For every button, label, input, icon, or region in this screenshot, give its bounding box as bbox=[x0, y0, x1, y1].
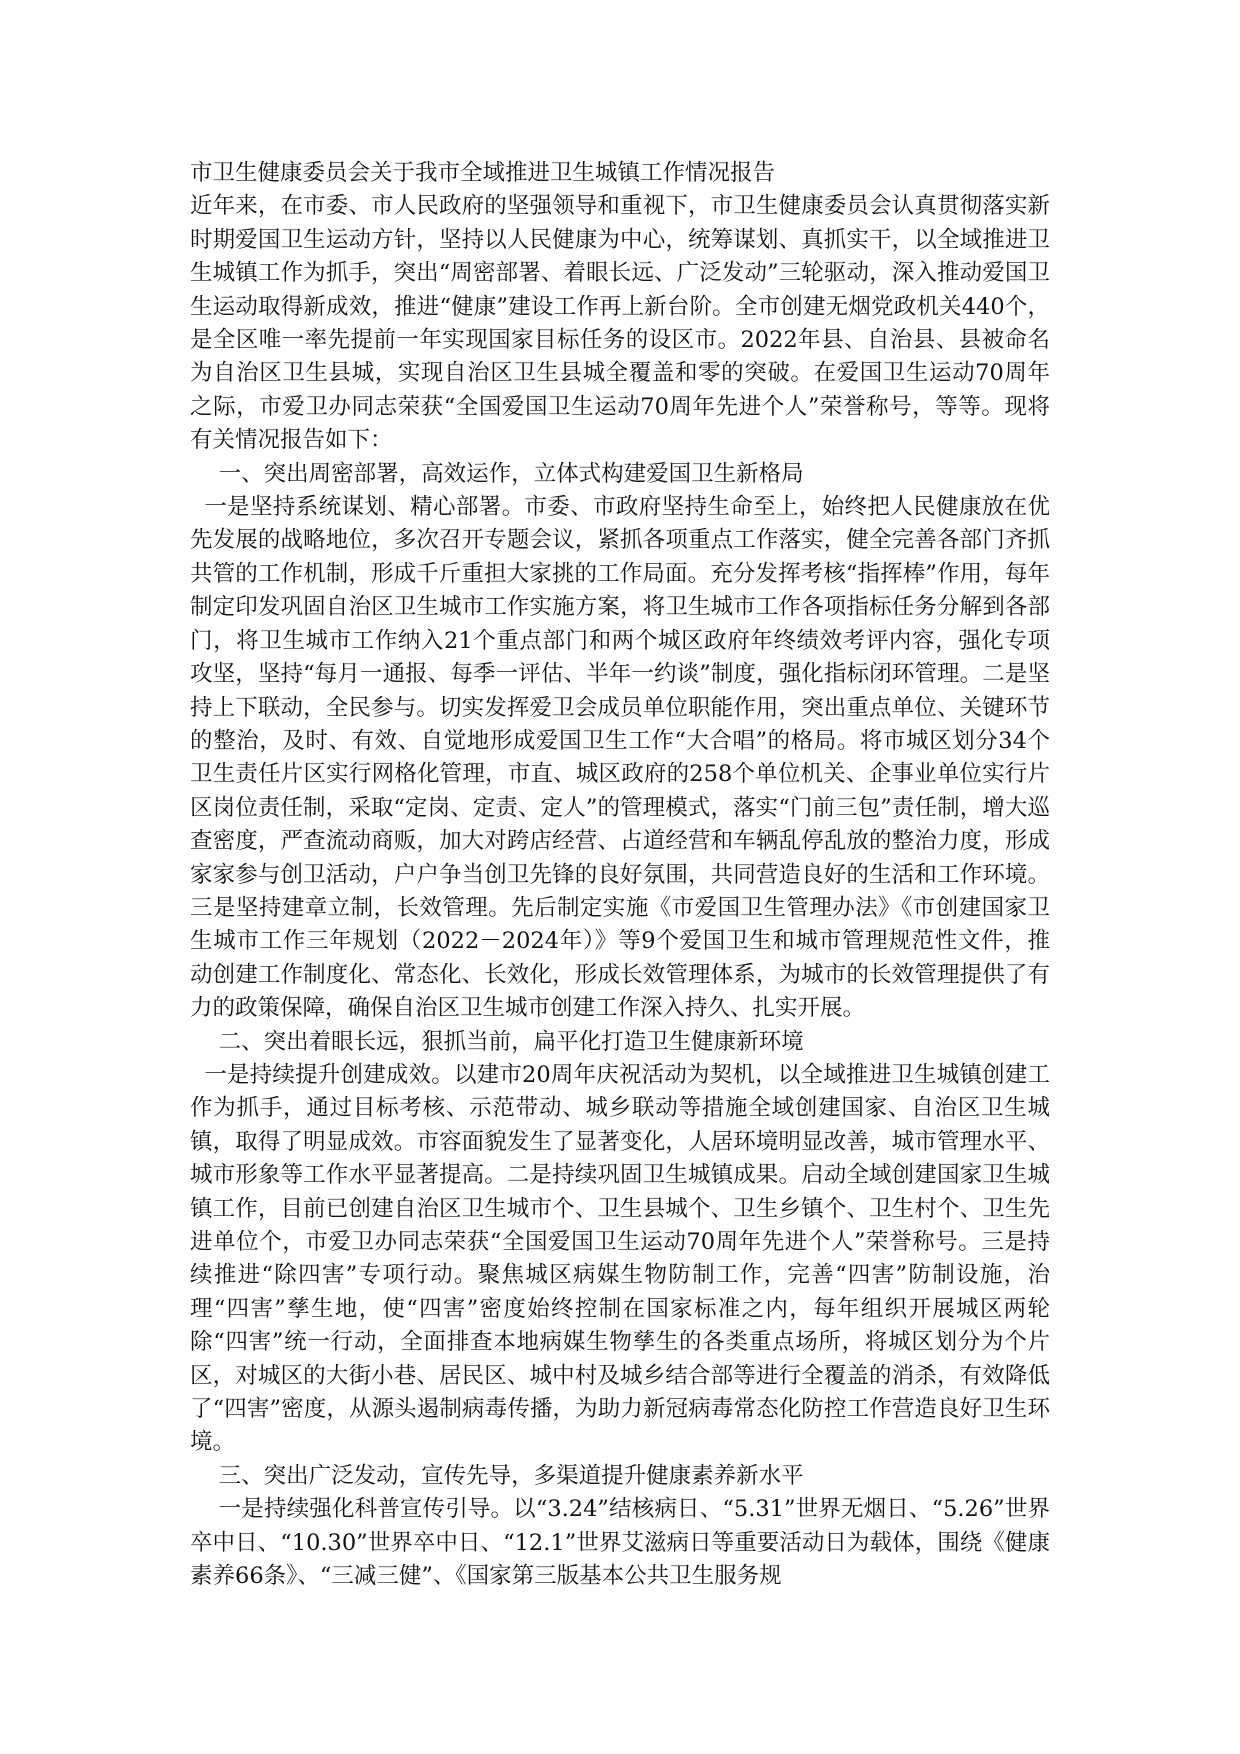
document-title: 市卫生健康委员会关于我市全域推进卫生城镇工作情况报告 bbox=[190, 160, 776, 186]
section-heading-3: 三、突出广泛发动，宣传先导，多渠道提升健康素养新水平 bbox=[218, 1462, 804, 1489]
document-page bbox=[190, 157, 1050, 1593]
intro-paragraph: 近年来，在市委、市人民政府的坚强领导和重视下，市卫生健康委员会认真贯彻落实新时期爱国卫生运动方针，坚持以人民健康为中心，统筹谋划、真抓实干，以全域推进卫生城镇工作为抓手，突出“周密部署、着眼长远、广泛发动”三轮驱动，深入推动爱国卫生运动取得新成效，推进“健康”建设工作再上新台阶。全市创建无烟党政机关440个，是全区唯一率先提前一年实现国家目标任务的设区市。2022年县、自治县、县被命名为自治区卫生县城，实现自治区卫生县城全覆盖和零的突破。在爱国卫生运动70周年之际，市爱卫办同志荣获“全国爱国卫生运动70周年先进个人”荣誉称号，等等。现将有关情况报告如下： bbox=[190, 193, 1050, 454]
section-1-paragraph: 一是坚持系统谋划、精心部署。市委、市政府坚持生命至上，始终把人民健康放在优先发展的战略地位，多次召开专题会议，紧抓各项重点工作落实，健全完善各部门齐抓共管的工作机制，形成千斤重担大家挑的工作局面。充分发挥考核“指挥棒”作用，每年制定印发巩固自治区卫生城市工作实施方案，将卫生城市工作各项指标任务分解到各部门，将卫生城市工作纳入21个重点部门和两个城区政府年终绩效考评内容，强化专项攻坚，坚持“每月一通报、每季一评估、半年一约谈”制度，强化指标闭环管理。二是坚持上下联动，全民参与。切实发挥爱卫会成员单位职能作用，突出重点单位、关键环节的整治，及时、有效、自觉地形成爱国卫生工作“大合唱”的格局。将市城区划分34个卫生责任片区实行网格化管理，市直、城区政府的258个单位机关、企事业单位实行片区岗位责任制，采取“定岗、定责、定人”的管理模式，落实“门前三包”责任制，增大巡查密度，严查流动商贩，加大对跨店经营、占道经营和车辆乱停乱放的整治力度，形成家家参与创卫活动，户户争当创卫先锋的良好氛围，共同营造良好的生活和工作环境。三是坚持建章立制，长效管理。先后制定实施《市爱国卫生管理办法》《市创建国家卫生城市工作三年规划（2022－2024年）》等9个爱国卫生和城市管理规范性文件，推动创建工作制度化、常态化、长效化，形成长效管理体系，为城市的长效管理提供了有力的政策保障，确保自治区卫生城市创建工作深入持久、扎实开展。 bbox=[190, 494, 1050, 1022]
section-3-paragraph: 一是持续强化科普宣传引导。以“3.24”结核病日、“5.31”世界无烟日、“5.26”世界卒中日、“10.30”世界卒中日、“12.1”世界艾滋病日等重要活动日为载体，围绕《健康素养66条》、“三减三健”、《国家第三版基本公共卫生服务规 bbox=[190, 1496, 1050, 1590]
section-heading-2: 二、突出着眼长远，狠抓当前，扁平化打造卫生健康新环境 bbox=[218, 1028, 804, 1055]
section-2-paragraph: 一是持续提升创建成效。以建市20周年庆祝活动为契机，以全域推进卫生城镇创建工作为抓手，通过目标考核、示范带动、城乡联动等措施全域创建国家、自治区卫生城镇，取得了明显成效。市容面貌发生了显著变化，人居环境明显改善，城市管理水平、城市形象等工作水平显著提高。二是持续巩固卫生城镇成果。启动全域创建国家卫生城镇工作，目前已创建自治区卫生城市个、卫生县城个、卫生乡镇个、卫生村个、卫生先进单位个，市爱卫办同志荣获“全国爱国卫生运动70周年先进个人”荣誉称号。三是持续推进“除四害”专项行动。聚焦城区病媒生物防制工作，完善“四害”防制设施，治理“四害”孳生地，使“四害”密度始终控制在国家标准之内，每年组织开展城区两轮除“四害”统一行动，全面排查本地病媒生物孳生的各类重点场所，将城区划分为个片区，对城区的大街小巷、居民区、城中村及城乡结合部等进行全覆盖的消杀，有效降低了“四害”密度，从源头遏制病毒传播，为助力新冠病毒常态化防控工作营造良好卫生环境。 bbox=[190, 1061, 1050, 1456]
section-heading-1: 一、突出周密部署，高效运作，立体式构建爱国卫生新格局 bbox=[218, 460, 804, 487]
